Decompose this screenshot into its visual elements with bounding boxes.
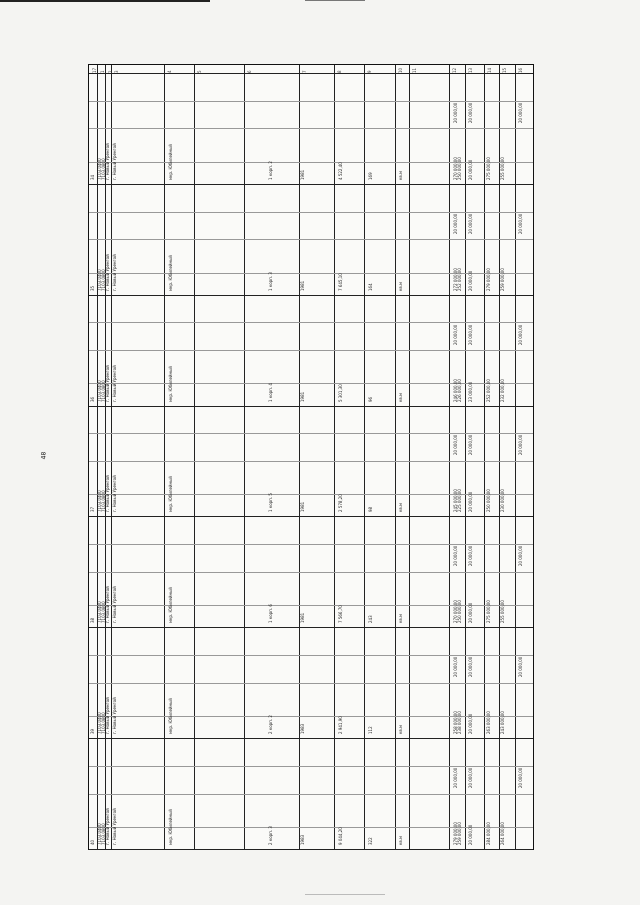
total: 250 000,00 xyxy=(486,489,491,513)
column-header: 2 xyxy=(108,70,113,73)
street: мкр. Юбилейный xyxy=(168,365,173,402)
flats: 322 xyxy=(368,837,373,845)
sub-row-divider xyxy=(89,461,533,462)
year: 1981 xyxy=(300,613,305,624)
area: 2 941,90 xyxy=(338,716,343,735)
column-divider xyxy=(364,65,365,849)
settlement: г. Новый Уренгой xyxy=(105,475,110,513)
total: 20 000,00 xyxy=(518,213,523,234)
sub-row-divider xyxy=(89,322,533,323)
amount: 20 000,00 xyxy=(453,656,458,678)
amount: 252 000,00 xyxy=(457,267,462,291)
unit: кв.м xyxy=(398,503,403,513)
column-header: 3 xyxy=(114,70,119,73)
settlement: г. Новый Уренгой xyxy=(105,586,110,624)
price: 20 000,00 xyxy=(468,713,473,735)
unit: кв.м xyxy=(398,392,403,402)
oktmo-code: 7103.0800 xyxy=(101,601,106,624)
sub-row-divider xyxy=(89,494,533,495)
flats: 243 xyxy=(368,615,373,624)
amount: 20 000,00 xyxy=(453,324,458,345)
amount: 250 000,00 xyxy=(457,600,462,624)
column-header: 15 xyxy=(502,67,507,73)
flats: 169 xyxy=(368,172,373,180)
price: 20 000,00 xyxy=(468,213,473,234)
house: 1 корп. 5 xyxy=(268,493,273,513)
amount: 258 000,00 xyxy=(453,711,458,735)
column-divider xyxy=(244,65,245,849)
total: 275 000,00 xyxy=(486,600,491,624)
scan-top-edge xyxy=(0,0,640,6)
oktmo-code: 7103.0400 xyxy=(97,158,102,180)
settlement: г. Новый Уренгой xyxy=(105,143,110,180)
column-header: 17 xyxy=(92,67,97,73)
oktmo-code: 7103.0400 xyxy=(97,490,102,513)
total: 259 000,00 xyxy=(500,267,505,291)
total: 279 000,00 xyxy=(486,267,491,291)
sub-row-divider xyxy=(89,827,533,828)
street: мкр. Юбилейный xyxy=(168,143,173,180)
column-divider xyxy=(409,65,410,849)
column-header: 9 xyxy=(367,70,372,73)
row-number: 35 xyxy=(90,285,95,291)
sub-row-divider xyxy=(89,766,533,767)
sub-row-divider xyxy=(89,544,533,545)
oktmo-code: 7103.0800 xyxy=(101,158,106,180)
oktmo-code: 7103.0800 xyxy=(101,712,106,735)
total: 275 000,00 xyxy=(486,156,491,180)
row-number: 40 xyxy=(90,839,95,845)
total: 252 000,00 xyxy=(486,378,491,402)
total: 284 000,00 xyxy=(486,822,491,845)
block-divider xyxy=(89,406,533,407)
column-header: 8 xyxy=(337,70,342,73)
area: 2 578,20 xyxy=(338,494,343,513)
house: 1 корп. 2 xyxy=(268,160,273,180)
flats: 164 xyxy=(368,283,373,291)
page-number: 48 xyxy=(40,451,48,460)
block-divider xyxy=(89,184,533,185)
block-divider xyxy=(89,738,533,739)
price: 20 000,00 xyxy=(468,324,473,345)
sub-row-divider xyxy=(89,433,533,434)
amount: 246 000,00 xyxy=(453,378,458,402)
column-divider xyxy=(194,65,195,849)
settlement: г. Новый Уренгой xyxy=(112,475,117,513)
house: 1 корп. 6 xyxy=(268,604,273,624)
row-number: 34 xyxy=(90,174,95,180)
column-divider xyxy=(334,65,335,849)
column-divider xyxy=(395,65,396,849)
amount: 238 000,00 xyxy=(457,711,462,735)
street: мкр. Юбилейный xyxy=(168,476,173,513)
area: 5 301,30 xyxy=(338,383,343,402)
unit: кв.м xyxy=(398,835,403,845)
settlement: г. Новый Уренгой xyxy=(112,364,117,402)
price: 20 000,00 xyxy=(468,602,473,624)
price: 20 000,00 xyxy=(468,545,473,567)
oktmo-code: 7103.0400 xyxy=(97,601,102,624)
column-header: 4 xyxy=(167,70,172,73)
price: 20 000,00 xyxy=(468,159,473,180)
total: 230 000,00 xyxy=(500,489,505,513)
sub-row-divider xyxy=(89,162,533,163)
amount: 20 000,00 xyxy=(453,767,458,789)
year: 1981 xyxy=(300,169,305,180)
total: 243 000,00 xyxy=(500,711,505,735)
total: 263 000,00 xyxy=(486,711,491,735)
column-header: 1 xyxy=(100,70,105,73)
block-divider xyxy=(89,849,533,850)
amount: 20 000,00 xyxy=(453,102,458,123)
total: 255 000,00 xyxy=(500,156,505,180)
settlement: г. Новый Уренгой xyxy=(112,808,117,845)
column-header: 12 xyxy=(452,67,457,73)
area: 4 522,40 xyxy=(338,162,343,180)
amount: 225 000,00 xyxy=(457,489,462,513)
amount: 270 000,00 xyxy=(453,156,458,180)
settlement: г. Новый Уренгой xyxy=(105,808,110,845)
sub-row-divider xyxy=(89,605,533,606)
total: 255 000,00 xyxy=(500,600,505,624)
flats: 112 xyxy=(368,726,373,735)
price: 23 000,00 xyxy=(468,381,473,402)
header-divider xyxy=(89,73,533,74)
column-header: 10 xyxy=(398,67,403,73)
column-header: 5 xyxy=(197,70,202,73)
column-divider xyxy=(449,65,450,849)
total: 20 000,00 xyxy=(518,435,523,456)
amount: 250 000,00 xyxy=(457,156,462,180)
street: мкр. Юбилейный xyxy=(168,587,173,624)
street: мкр. Юбилейный xyxy=(168,254,173,291)
total: 20 000,00 xyxy=(518,102,523,123)
total: 20 000,00 xyxy=(518,656,523,678)
amount: 272 000,00 xyxy=(453,267,458,291)
column-header: 6 xyxy=(247,70,252,73)
unit: кв.м xyxy=(398,281,403,291)
oktmo-code: 7103.0800 xyxy=(101,490,106,513)
sub-row-divider xyxy=(89,683,533,684)
amount: 259 000,00 xyxy=(457,822,462,845)
area: 7 566,70 xyxy=(338,605,343,624)
house: 1 корп. 4 xyxy=(268,382,273,402)
row-number: 38 xyxy=(90,618,95,624)
total: 20 000,00 xyxy=(518,324,523,345)
sub-row-divider xyxy=(89,655,533,656)
year: 1981 xyxy=(300,502,305,513)
settlement: г. Новый Уренгой xyxy=(112,697,117,735)
settlement: г. Новый Уренгой xyxy=(112,586,117,624)
settlement: г. Новый Уренгой xyxy=(112,143,117,180)
amount: 279 000,00 xyxy=(453,822,458,845)
year: 1981 xyxy=(300,280,305,291)
price: 20 000,00 xyxy=(468,492,473,513)
sub-row-divider xyxy=(89,716,533,717)
total: 20 000,00 xyxy=(518,545,523,567)
flats: 96 xyxy=(368,396,373,402)
area: 9 044,20 xyxy=(338,827,343,845)
sub-row-divider xyxy=(89,273,533,274)
unit: кв.м xyxy=(398,725,403,735)
sub-row-divider xyxy=(89,239,533,240)
amount: 270 000,00 xyxy=(453,600,458,624)
scan-bottom-mark xyxy=(305,894,385,895)
settlement: г. Новый Уренгой xyxy=(105,697,110,735)
column-divider xyxy=(515,65,516,849)
price: 20 000,00 xyxy=(468,270,473,291)
oktmo-code: 7103.0800 xyxy=(101,379,106,402)
street: мкр. Юбилейный xyxy=(168,698,173,735)
block-divider xyxy=(89,516,533,517)
row-number: 36 xyxy=(90,396,95,402)
total: 232 000,00 xyxy=(500,378,505,402)
year: 1983 xyxy=(300,723,305,735)
block-divider xyxy=(89,627,533,628)
column-header: 7 xyxy=(302,70,307,73)
total: 264 000,00 xyxy=(500,822,505,845)
sub-row-divider xyxy=(89,212,533,213)
oktmo-code: 7103.0400 xyxy=(97,712,102,735)
settlement: г. Новый Уренгой xyxy=(105,364,110,402)
column-divider xyxy=(465,65,466,849)
sub-row-divider xyxy=(89,383,533,384)
price: 20 000,00 xyxy=(468,656,473,678)
column-header: 16 xyxy=(518,67,523,73)
sub-row-divider xyxy=(89,794,533,795)
oktmo-code: 7103.0400 xyxy=(97,823,102,845)
column-header: 13 xyxy=(468,67,473,73)
price: 20 000,00 xyxy=(468,435,473,456)
year: 1983 xyxy=(300,834,305,845)
house: 2 корп. 3 xyxy=(268,826,273,845)
flats: 98 xyxy=(368,507,373,513)
oktmo-code: 7103.0400 xyxy=(97,379,102,402)
oktmo-code: 7103.0800 xyxy=(101,823,106,845)
block-divider xyxy=(89,295,533,296)
settlement: г. Новый Уренгой xyxy=(112,254,117,291)
settlement: г. Новый Уренгой xyxy=(105,254,110,291)
column-header: 11 xyxy=(412,67,417,73)
amount: 20 000,00 xyxy=(453,213,458,234)
sub-row-divider xyxy=(89,572,533,573)
column-header: 14 xyxy=(487,67,492,73)
oktmo-code: 7103.0400 xyxy=(97,269,102,291)
house: 1 корп. 3 xyxy=(268,271,273,291)
area: 7 645,10 xyxy=(338,272,343,291)
house: 2 корп. 2 xyxy=(268,715,273,735)
sub-row-divider xyxy=(89,350,533,351)
sub-row-divider xyxy=(89,128,533,129)
unit: кв.м xyxy=(398,170,403,180)
street: мкр. Юбилейный xyxy=(168,809,173,845)
oktmo-code: 7103.0800 xyxy=(101,269,106,291)
total: 20 000,00 xyxy=(518,767,523,789)
rotated-table-sheet xyxy=(88,64,534,850)
unit: кв.м xyxy=(398,614,403,624)
amount: 226 000,00 xyxy=(457,378,462,402)
sub-row-divider xyxy=(89,101,533,102)
row-number: 39 xyxy=(90,729,95,735)
amount: 20 000,00 xyxy=(453,435,458,456)
price: 20 000,00 xyxy=(468,824,473,845)
row-number: 37 xyxy=(90,507,95,513)
price: 20 000,00 xyxy=(468,767,473,789)
column-divider xyxy=(164,65,165,849)
amount: 245 000,00 xyxy=(453,489,458,513)
price: 20 000,00 xyxy=(468,102,473,123)
amount: 20 000,00 xyxy=(453,545,458,567)
year: 1981 xyxy=(300,391,305,402)
column-divider xyxy=(484,65,485,849)
